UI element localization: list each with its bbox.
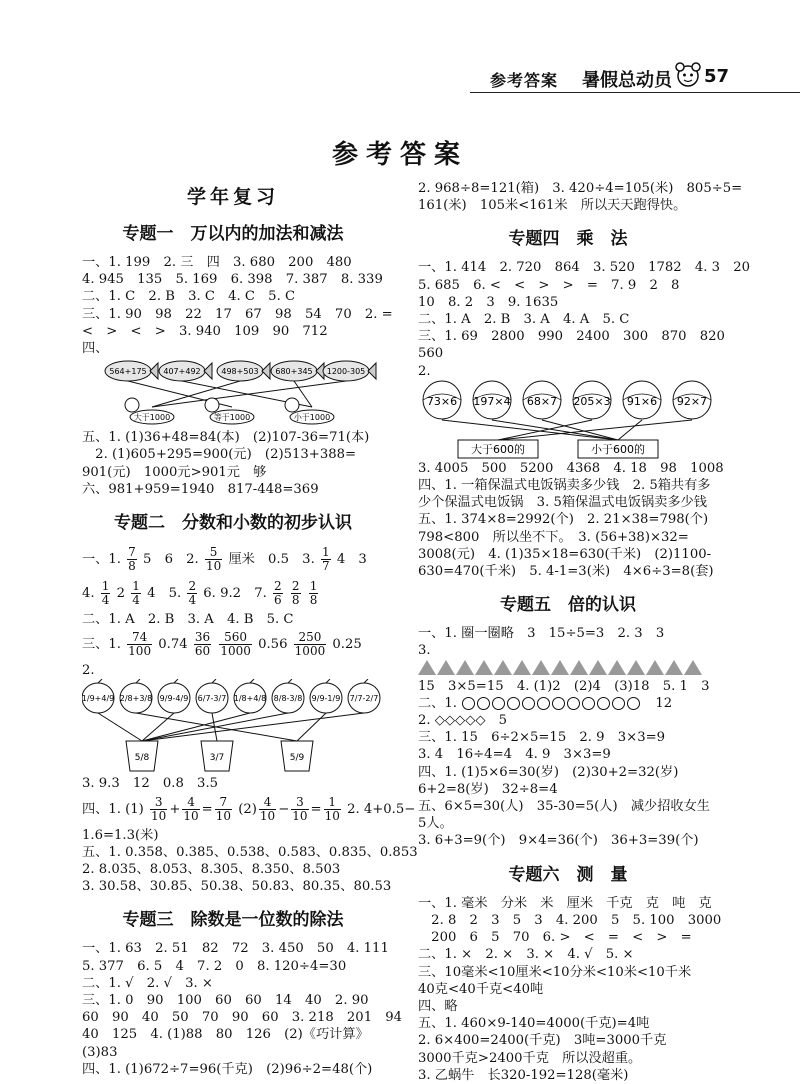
apple-label: 1/8+4/8 (233, 694, 267, 704)
fraction: $\frac{2}{8}$ (291, 579, 300, 608)
answer-line: 2. (418, 363, 431, 379)
cat-icon (205, 398, 219, 412)
fish-tail (204, 363, 212, 379)
answer-line: 二、1. √ 2. √ 3. × (82, 975, 213, 991)
ball-label: 197×4 (473, 394, 511, 408)
apple-label: 8/8-3/8 (273, 694, 303, 704)
answer-line: 1.6=1.3(米) (82, 827, 159, 843)
answer-line: < > < > 3. 940 109 90 712 (82, 323, 328, 339)
answer-line: 一、1. 圈一圈略 3 15÷5=3 2. 3 3 (418, 626, 665, 642)
apple-figure (82, 679, 384, 775)
answer-line: 一、1. 199 2. 三 四 3. 680 200 480 (82, 255, 352, 270)
section-title-4: 专题四 乘 法 (508, 229, 628, 250)
apple-label: 9/9-1/9 (311, 694, 341, 704)
answer-line: 四、1. (1)5×6=30(岁) (2)30+2=32(岁) (418, 764, 679, 780)
connector-line (98, 713, 142, 741)
fraction: $\frac{560}{1000}$ (220, 630, 251, 659)
ball-label: 91×6 (626, 394, 658, 408)
answer-line: 2. 8.035、8.053、8.305、8.350、8.503 (82, 862, 341, 878)
fish-tail (262, 363, 270, 379)
answer-line: 四、1. 一箱保温式电饭锅卖多少钱 2. 5箱共有多 (418, 478, 711, 494)
fraction-line-3: 三、1. $\frac{74}{100}$ 0.74 $\frac{36}{60}$ $\frac{560}{1000}$ 0.56 $\frac{250}{1000}$ 0.25 (82, 630, 362, 659)
connector-line (152, 381, 240, 407)
fish-label: 498+503 (221, 367, 259, 377)
answer-line: 560 (418, 346, 444, 362)
answer-line: 2. (82, 663, 95, 679)
mascot-icon (674, 62, 702, 92)
fraction-line-2: 4. $\frac{1}{4}$ 2 $\frac{1}{4}$ 4 5. $\frac{2}{4}$ 6. 9.2 7. $\frac{2}{6}$ $\frac{2}{8}$ $\frac{1}{8}$ (82, 579, 318, 608)
answer-line: 5. 685 6. < < > > = 7. 9 2 8 (418, 277, 680, 293)
answer-box-label: 小于600的 (591, 442, 645, 456)
answer-line: 一、1. 414 2. 720 864 3. 520 1782 4. 3 20 (418, 260, 751, 276)
diamond-answer-line: 2. ◇◇◇◇◇ 5 (418, 713, 508, 729)
section-title-2: 专题二 分数和小数的初步认识 (114, 513, 352, 534)
apple-label: 7/7-2/7 (349, 694, 379, 704)
header-label: 参考答案 (490, 71, 559, 90)
answer-line: 3. 9.3 12 0.8 3.5 (82, 776, 219, 792)
answer-line: 四、略 (418, 998, 458, 1014)
basket-label: 3/7 (209, 753, 225, 764)
answer-line: 二、1. × 2. × 3. × 4. √ 5. × (418, 947, 634, 963)
ball-label: 205×3 (573, 394, 611, 408)
fraction: $\frac{3}{10}$ (151, 794, 167, 823)
apple-stem (326, 679, 330, 683)
fish-label: 564+175 (109, 367, 147, 377)
cat-icon (125, 398, 139, 412)
answer-line: 3008(元) 4. (1)35×18=630(千米) (2)1100- (418, 546, 712, 562)
basket-label: 5/8 (134, 753, 150, 764)
fraction: $\frac{5}{10}$ (205, 545, 222, 574)
fish-diagram (82, 357, 382, 429)
answer-line: 60 90 40 50 70 90 60 3. 218 201 94 (82, 1010, 403, 1026)
answer-line: 15 3×5=15 4. (1)2 (2)4 (3)18 5. 1 3 (418, 678, 710, 694)
answer-line: 五、1. 374×8=2992(个) 2. 21×38=798(个) (418, 512, 709, 528)
connector-line (297, 713, 326, 741)
apple-label: 2/8+3/8 (119, 694, 153, 704)
fraction: $\frac{4}{10}$ (259, 794, 276, 823)
apple-stem (364, 679, 368, 683)
answer-line: 901(元) 1000元>901元 够 (82, 464, 267, 480)
ball-figure (418, 380, 718, 460)
fraction: $\frac{1}{10}$ (324, 794, 340, 823)
fraction: $\frac{7}{8}$ (128, 545, 136, 574)
section-title-1: 专题一 万以内的加法和减法 (122, 224, 344, 244)
fraction: $\frac{2}{6}$ (274, 579, 282, 608)
answer-line: 四、1. (1)672÷7=96(千克) (2)96÷2=48(个) (82, 1061, 373, 1077)
answer-line: 200 6 5 70 6. > < = < > = (418, 930, 692, 946)
fish-tail (150, 363, 158, 379)
answer-line: 三、1. 90 98 22 17 67 98 54 70 2. = (82, 306, 393, 322)
cat-icon (285, 398, 299, 412)
left-column (82, 180, 418, 1078)
answer-line: 4. 945 135 5. 169 6. 398 7. 387 8. 339 (82, 272, 383, 288)
answer-line: 40克<40千克<40吨 (418, 981, 544, 997)
answer-line: 798<800 所以坐不下。 3. (56+38)×32= (418, 529, 689, 545)
ball-diagram (418, 380, 718, 460)
answer-line: 四、 (82, 341, 109, 357)
apple-stem (98, 679, 102, 683)
answer-line: 3000千克>2400千克 所以没超重。 (418, 1050, 642, 1066)
connector-line (142, 713, 364, 741)
answer-line: 3. 4005 500 5200 4368 4. 18 98 1008 (418, 460, 724, 476)
fish-label: 1200-305 (326, 367, 366, 377)
section-heading-review: 学年复习 (186, 186, 279, 208)
section-title-5: 专题五 倍的认识 (500, 595, 636, 616)
page-header (470, 62, 800, 98)
fraction: $\frac{1}{7}$ (321, 545, 330, 574)
triangle-row (418, 660, 718, 678)
ball-label: 73×6 (426, 394, 458, 408)
answer-line: 5. 377 6. 5 4 7. 2 0 8. 120÷4=30 (82, 958, 347, 974)
apple-stem (288, 679, 292, 683)
answer-line: 二、1. C 2. B 3. C 4. C 5. C (82, 289, 296, 305)
answer-line: 2. 6×400=2400(千克) 3吨=3000千克 (418, 1033, 667, 1049)
fish-tail (368, 363, 376, 379)
section-title-3: 专题三 除数是一位数的除法 (122, 910, 344, 931)
answer-line: 10 8. 2 3 9. 1635 (418, 294, 559, 310)
answer-line: (3)83 (82, 1044, 118, 1060)
apple-diagram (82, 679, 382, 775)
answer-line: 五、1. 0.358、0.385、0.538、0.583、0.835、0.853 (82, 844, 418, 860)
answer-line: 3. 4 16÷4=4 4. 9 3×3=9 (418, 747, 611, 763)
cat-label: 大于1000 (133, 413, 171, 423)
ball-label: 92×7 (676, 394, 708, 408)
answer-line: 五、6×5=30(人) 35-30=5(人) 减少招收女生 (418, 799, 710, 815)
section-title-6: 专题六 测 量 (508, 864, 628, 885)
answer-box-label: 大于600的 (471, 442, 525, 456)
answer-line: 二、1. A 2. B 3. A 4. B 5. C (82, 612, 294, 628)
answer-line: 2. 8 2 3 5 3 4. 200 5 5. 100 3000 (418, 912, 722, 928)
fraction: $\frac{3}{10}$ (292, 794, 308, 823)
fraction: $\frac{2}{4}$ (188, 579, 197, 608)
apple-stem (250, 679, 254, 683)
answer-line: 五、1. (1)36+48=84(本) (2)107-36=71(本) (82, 430, 370, 446)
fish-label: 407+492 (163, 367, 201, 377)
answer-line: 三、10毫米<10厘米<10分米<10米<10千米 (418, 964, 692, 980)
fraction-line-1: 一、1. $\frac{7}{8}$ 5 6 2. $\frac{5}{10}$ 厘米 0.5 3. $\frac{1}{7}$ 4 3 (82, 545, 367, 574)
fraction: $\frac{1}{4}$ (101, 579, 110, 608)
apple-label: 6/7-3/7 (197, 694, 227, 704)
answer-line: 一、1. 毫米 分米 米 厘米 千克 克 吨 克 (418, 895, 712, 911)
right-column (418, 180, 751, 1084)
apple-label: 1/9+4/9 (82, 694, 115, 704)
answer-line: 六、981+959=1940 817-448=369 (82, 481, 319, 497)
fraction: $\frac{4}{10}$ (183, 794, 199, 823)
answer-line: 40 125 4. (1)88 80 126 (2)《巧计算》 (82, 1027, 369, 1043)
apple-stem (212, 679, 216, 683)
connector-line (618, 420, 642, 440)
answer-line: 3. 乙蜗牛 长320-192=128(毫米) (418, 1067, 629, 1083)
page-title: 参考答案 (331, 140, 468, 170)
answer-line: 3. 6+3=9(个) 9×4=36(个) 36+3=39(个) (418, 833, 699, 849)
ball-label: 68×7 (526, 394, 558, 408)
apple-label: 9/9-4/9 (159, 694, 189, 704)
cat-label: 等于1000 (213, 413, 251, 423)
cat-label: 小于1000 (293, 413, 331, 423)
answer-line: 三、1. 15 6÷2×5=15 2. 9 3×3=9 (418, 730, 666, 746)
header-rule (470, 92, 800, 93)
answer-line: 五、1. 460×9-140=4000(千克)=4吨 (418, 1016, 650, 1032)
answer-line: 一、1. 63 2. 51 82 72 3. 450 50 4. 111 (82, 941, 389, 957)
answer-line: 少个保温式电饭锅 3. 5箱保温式电饭锅卖多少钱 (418, 495, 707, 511)
fraction: $\frac{1}{4}$ (132, 579, 140, 608)
answer-line: 630=470(千米) 5. 4-1=3(米) 4×6÷3=8(套) (418, 564, 714, 580)
answer-line: 二、1. A 2. B 3. A 4. A 5. C (418, 312, 630, 328)
circle-answer-line: 二、1. 12 (418, 695, 673, 711)
answer-line: 三、1. 69 2800 990 2400 300 870 820 (418, 329, 725, 345)
page-number: 57 (704, 66, 730, 87)
answer-line: 5人。 (418, 816, 453, 832)
fraction-line-4: 四、1. (1) $\frac{3}{10}$ + $\frac{4}{10}$ = $\frac{7}{10}$ (2) $\frac{4}{10}$ − $\frac{3}{10}$ = $\frac{1}{10}$ 2. 4+0.5− (82, 794, 416, 823)
connector-line (142, 713, 288, 741)
answer-line: 161(米) 105米<161米 所以天天跑得快。 (418, 198, 687, 214)
fraction: $\frac{250}{1000}$ (294, 630, 326, 659)
fish-figure (82, 357, 384, 429)
answer-line: 三、1. 0 90 100 60 60 14 40 2. 90 (82, 993, 369, 1009)
fish-label: 680+345 (275, 367, 313, 377)
answer-line: 3. 30.58、30.85、50.38、50.83、80.35、80.53 (82, 879, 392, 895)
apple-stem (174, 679, 178, 683)
apple-stem (136, 679, 140, 683)
answer-line: 2. 968÷8=121(箱) 3. 420÷4=105(米) 805÷5= (418, 181, 743, 196)
basket-label: 5/9 (289, 753, 305, 764)
fraction: $\frac{7}{10}$ (215, 794, 232, 823)
answer-line: 2. (1)605+295=900(元) (2)513+388= (82, 447, 357, 463)
fraction: $\frac{36}{60}$ (194, 630, 211, 659)
header-brand: 暑假总动员 (582, 70, 672, 91)
answer-line: 6+2=8(岁) 32÷8=4 (418, 781, 558, 797)
fraction: $\frac{74}{100}$ (128, 630, 152, 659)
answer-line: 3. (418, 643, 431, 659)
fraction: $\frac{1}{8}$ (309, 579, 318, 608)
